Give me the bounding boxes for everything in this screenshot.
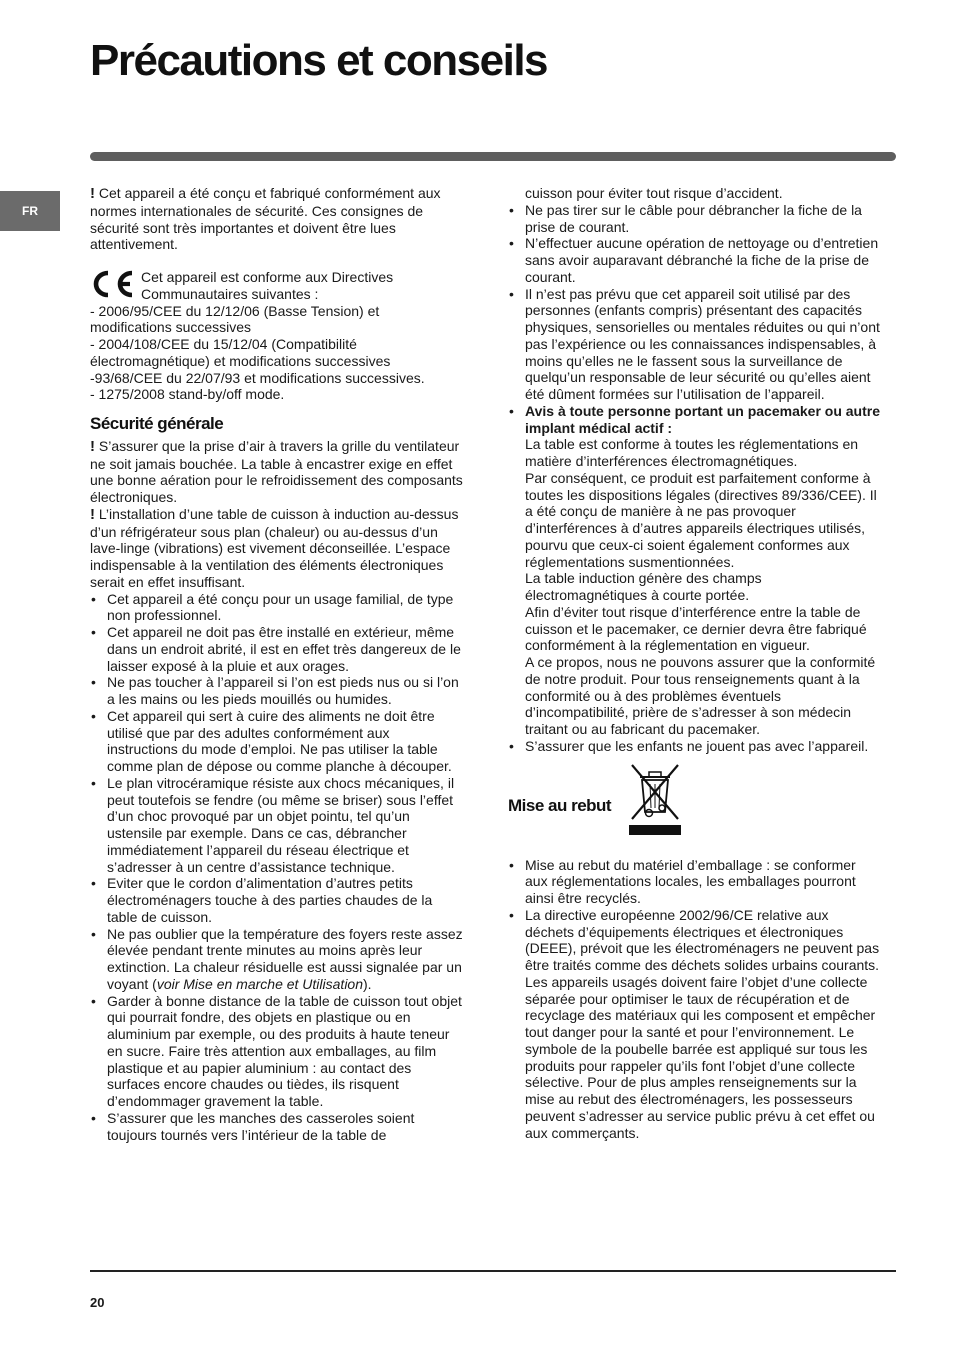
- language-tab: FR: [0, 191, 60, 231]
- pacemaker-title: • Avis à toute personne portant un pacemaker ou autre implant médical actif :: [525, 402, 881, 436]
- ce-directive: - 2004/108/CEE du 15/12/04 (Compatibilité électromagnétique) et modifications successives: [90, 336, 391, 369]
- list-item: • Garder à bonne distance de la table de cuisson tout objet qui pourrait fondre, des objets en plastique ou en aluminium par exemple, ou des produits à haute teneur en sucre. Faire très attention aux emballages, au film plastique et au papier aluminium : au contact des surfaces encore chaudes ou tièdes, ils risquent d’endommager gravement la table.: [90, 993, 463, 1110]
- heading-securite-generale: Sécurité générale: [90, 414, 224, 433]
- warning-mark: !: [90, 437, 95, 455]
- list-item: • Cet appareil qui sert à cuire des aliments ne doit être utilisé que par des adultes conformément aux instructions du mode d’emploi. Ne pas utiliser la table comme plan de dépose ou comme planche à découper.: [90, 708, 463, 775]
- ce-conformity: [90, 269, 463, 403]
- warning-paragraph: ! L’installation d’une table de cuisson à induction au-dessus d’un réfrigérateur sous plan (chaleur) ou au-dessus d’un lave-linge (vibrations) est vivement déconseillée. L’espace indispensable à la ventilation des éléments électroniques serait en effet insuffisant.: [90, 505, 459, 590]
- continued-text: cuisson pour éviter tout risque d’accident.: [525, 185, 783, 201]
- pacemaker-paragraph: Par conséquent, ce produit est parfaitement conforme à toutes les dispositions légales (directives 89/336/CEE). Il a été conçu de manière à ne pas provoquer d’interférences à d’autres appareils électriques utilisés, pourvu que ceux-ci soient également conformes aux réglementations susmentionnées.: [525, 469, 877, 570]
- list-item: • Cet appareil ne doit pas être installé en extérieur, même dans un endroit abrité, il est en effet très dangereux de le laisser exposé à la pluie et aux orages.: [90, 624, 463, 674]
- ce-directive: - 2006/95/CEE du 12/12/06 (Basse Tension) et modifications successives: [90, 302, 380, 336]
- list-item: • Eviter que le cordon d’alimentation d’autres petits électroménagers touche à des parties chaudes de la table de cuisson.: [90, 875, 463, 925]
- ce-directive: - 1275/2008 stand-by/off mode.: [90, 386, 285, 403]
- pacemaker-paragraph: A ce propos, nous ne pouvons assurer que la conformité de notre produit. Pour tous renseignements quant à la conformité ou à des problèmes éventuels d’incompatibilité, prière de s’adresser à son médecin traitant ou au fabricant du pacemaker.: [525, 654, 876, 737]
- list-item: • Le plan vitrocéramique résiste aux chocs mécaniques, il peut toutefois se fendre (ou même se briser) sous l’effet d’un choc provoqué par un objet pointu, tel qu’un ustensile par exemple. Dans ce cas, débrancher immédiatement l’appareil du réseau électrique et s’adresser à un centre d’assistance technique.: [90, 775, 463, 876]
- crossed-bin-icon: [628, 763, 682, 837]
- list-item: • N’effectuer aucune opération de nettoyage ou d’entretien sans avoir auparavant débranché la fiche de la prise de courant.: [508, 235, 881, 285]
- footer-rule: [90, 1270, 896, 1272]
- pacemaker-paragraph: La table induction génère des champs électromagnétiques à courte portée.: [525, 570, 762, 603]
- pacemaker-item: [508, 403, 881, 738]
- page-number: 20: [90, 1295, 105, 1310]
- list-item: • Ne pas tirer sur le câble pour débrancher la fiche de la prise de courant.: [508, 202, 881, 236]
- list-item: • S’assurer que les enfants ne jouent pas avec l’appareil.: [508, 738, 881, 755]
- right-column: [508, 185, 881, 1141]
- cross-reference: voir Mise en marche et Utilisation: [156, 975, 363, 992]
- heading-mise-au-rebut: Mise au rebut: [508, 795, 612, 815]
- intro-paragraph: ! Cet appareil a été conçu et fabriqué conformément aux normes internationales de sécurité. Ces consignes de sécurité sont très importantes et doivent être lues attentivement.: [90, 185, 441, 253]
- pacemaker-paragraph: Afin d’éviter tout risque d’interférence entre la table de cuisson et le pacemaker, ce dernier devra être fabriqué conformément à la réglementation en vigueur.: [525, 603, 867, 654]
- title-rule: [90, 152, 896, 161]
- ce-intro-text: Cet appareil est conforme aux Directives Communautaires suivantes :: [141, 269, 394, 302]
- pacemaker-paragraph: La table est conforme à toutes les réglementations en matière d’interférences électromagnétiques.: [525, 436, 859, 469]
- warning-mark: !: [90, 185, 95, 202]
- disposal-header: [508, 763, 881, 857]
- list-item: • Cet appareil a été conçu pour un usage familial, de type non professionnel.: [90, 591, 463, 625]
- disposal-list: [508, 857, 881, 1142]
- list-item: • La directive européenne 2002/96/CE relative aux déchets d’équipements électriques et électroniques (DEEE), prévoit que les électroménagers ne peuvent pas être traités comme des déchets solides urbains courants. Les appareils usagés doivent faire l’objet d’une collecte séparée pour optimiser le taux de récupération et de recyclage des matériaux qui les composent et empêcher tout danger pour la santé et pour l’environnement. Le symbole de la poubelle barrée est appliqué sur tous les produits pour rappeler qu’ils font l’objet d’une collecte sélective. Pour de plus amples renseignements sur la mise au rebut des électroménagers, les possesseurs peuvent s’adresser au service public prévu à cet effet ou aux commerçants.: [508, 907, 881, 1142]
- warning-mark: !: [90, 505, 95, 523]
- list-item: • Ne pas oublier que la température des foyers reste assez élevée pendant trente minutes au moins après leur extinction. La chaleur résiduelle est aussi signalée par un voyant (voir Mise en marche et Utilisation).: [90, 926, 463, 993]
- list-item: • Ne pas toucher à l’appareil si l’on est pieds nus ou si l’on a les mains ou les pieds mouillés ou humides.: [90, 674, 463, 708]
- safety-list-continued: [508, 202, 881, 755]
- list-item: • S’assurer que les manches des casseroles soient toujours tournés vers l’intérieur de la table de: [90, 1110, 463, 1144]
- ce-directive: -93/68/CEE du 22/07/93 et modifications successives.: [90, 369, 425, 386]
- list-item: • Mise au rebut du matériel d’emballage : se conformer aux réglementations locales, les emballages pourront ainsi être recyclés.: [508, 857, 881, 907]
- list-item: • Il n’est pas prévu que cet appareil soit utilisé par des personnes (enfants compris) présentant des capacités physiques, sensorielles ou mentales réduites ou qui n’ont pas l’expérience ou les connaissances indispensables, à moins qu’elles ne le fassent sous la surveillance de quelqu’un responsable de leur sécurité ou qu’elles aient été dûment formées sur l’utilisation de l’appareil.: [508, 286, 881, 403]
- safety-list: [90, 591, 463, 1144]
- left-column: [90, 185, 463, 1143]
- warning-paragraph: ! S’assurer que la prise d’air à travers la grille du ventilateur ne soit jamais bouchée. La table à encastrer exige en effet une bonne aération pour le refroidissement des composants électroniques.: [90, 437, 463, 505]
- page-title: Précautions et conseils: [90, 36, 548, 85]
- ce-mark-icon: [90, 270, 136, 298]
